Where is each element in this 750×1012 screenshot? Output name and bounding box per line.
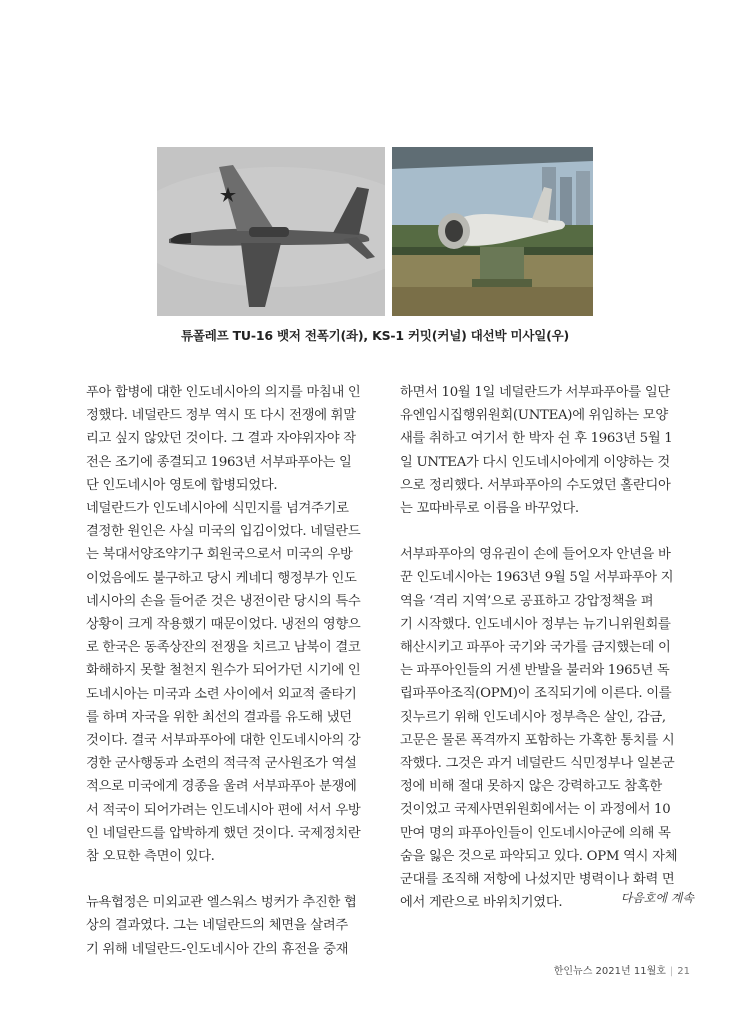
publication-name: 한인뉴스 2021년 11월호 xyxy=(553,966,666,977)
article-column-right xyxy=(400,381,682,914)
missile-photo xyxy=(392,147,593,316)
article-paragraph: 네덜란드가 인도네시아에 식민지를 넘겨주기로 결정한 원인은 사실 미국의 입김이었다. 네덜란드 는 북대서양조약기구 회원국으로서 미국의 우방 이었음에도 불구하고 당시 케네디 행정부가 인도 네시아의 손을 들어준 것은 냉전이란 당시의 특수 상황이 크게 작용했기 때문이었다. 냉전의 영향으 로 한국은 동족상잔의 전쟁을 치르고 남북이 결코 화해하지 못할 철천지 원수가 되어가던 시기에 인 도네시아는 미국과 소련 사이에서 외교적 줄타기 를 하며 자국을 위한 최선의 결과를 유도해 냈던 것이다. 결국 서부파푸아에 대한 인도네시아의 강 경한 군사행동과 소련의 적극적 군사원조가 역설 적으로 미국에게 경종을 울려 서부파푸아 분쟁에 서 적국이 되어가려는 인도네시아 편에 서서 우방 인 네덜란드를 압박하게 했던 것이다. 국제정치란 참 오묘한 측면이 있다. xyxy=(86,501,361,865)
article-paragraph: 뉴욕협정은 미외교관 엘스워스 벙커가 추진한 협 상의 결과였다. 그는 네덜란드의 체면을 살려주 기 위해 네덜란드-인도네시아 간의 휴전을 중재 xyxy=(86,895,357,957)
page-footer xyxy=(520,962,690,977)
article-column-left xyxy=(86,381,368,961)
article-paragraph: 서부파푸아의 영유권이 손에 들어오자 안년을 바 꾼 인도네시아는 1963년 9월 5일 서부파푸아 지 역을 ‘격리 지역’으로 공표하고 강압정책을 펴 기 시작했다. 인도네시아 정부는 뉴기니위원회를 해산시키고 파푸아 국기와 국가를 금지했는데 이 는 파푸아인들의 거센 반발을 불러와 1965년 독 립파푸아조직(OPM)이 조직되기에 이른다. 이를 짓누르기 위해 인도네시아 정부측은 살인, 감금, 고문은 물론 폭격까지 포함하는 가혹한 통치를 시 작했다. 그것은 과거 네덜란드 식민정부나 일본군 정에 비해 절대 못하지 않은 강력하고도 참혹한 것이었고 국제사면위원회에서는 이 과정에서 10 만여 명의 파푸아인들이 인도네시아군에 의해 목 숨을 잃은 것으로 파악되고 있다. OPM 역시 자체 군대를 조직해 저항에 나섰지만 병력이나 화력 면 에서 게란으로 바위치기였다. xyxy=(400,547,678,911)
tu16-bomber-image xyxy=(157,147,385,316)
photo-caption: 튜폴레프 TU-16 뱃저 전폭기(좌), KS-1 커밋(커널) 대선박 미사일(우) xyxy=(180,328,570,343)
article-paragraph: 하면서 10월 1일 네덜란드가 서부파푸아를 일단 유엔임시집행위원회(UNTEA)에 위임하는 모양 새를 취하고 여기서 한 박자 쉰 후 1963년 5월 1 일 UNTEA가 다시 인도네시아에게 이양하는 것 으로 정리했다. 서부파푸아의 수도였던 홀란디아 는 꼬따바루로 이름을 바꾸었다. xyxy=(400,385,673,517)
ks1-missile-image xyxy=(392,147,593,316)
article-paragraph: 푸아 합병에 대한 인도네시아의 의지를 마침내 인 정했다. 네덜란드 정부 역시 또 다시 전쟁에 휘말 리고 싶지 않았던 것이다. 그 결과 자야위자야 작 전은 조기에 종결되고 1963년 서부파푸아는 일 단 인도네시아 영토에 합병되었다. xyxy=(86,385,361,493)
continued-note: 다음호에 계속 xyxy=(620,891,694,905)
page-number: 21 xyxy=(677,966,690,977)
footer-divider: | xyxy=(669,966,674,977)
bomber-photo xyxy=(157,147,385,316)
